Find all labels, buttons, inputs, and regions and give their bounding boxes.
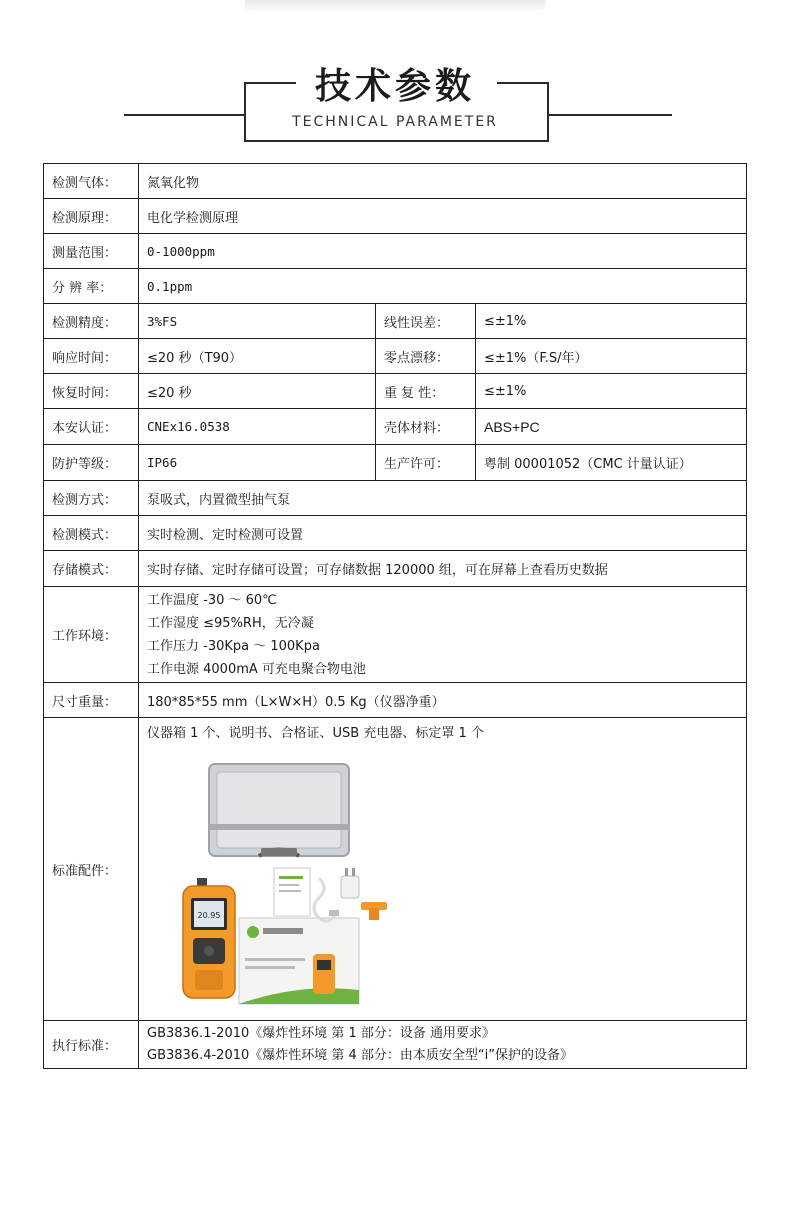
- env-line: 工作压力 -30Kpa ～ 100Kpa: [147, 638, 320, 654]
- env-line: 工作电源 4000mA 可充电聚合物电池: [147, 661, 366, 677]
- row-label: 响应时间：: [44, 339, 139, 374]
- table-row: [44, 718, 747, 1021]
- env-line: 工作湿度 ≤95%RH，无冷凝: [147, 615, 314, 631]
- row-value: [139, 587, 747, 683]
- table-row: [44, 1021, 747, 1069]
- row-label: 存储模式：: [44, 551, 139, 587]
- table-row: [44, 445, 747, 481]
- accessories-text: 仪器箱 1 个、说明书、合格证、USB 充电器、标定罩 1 个: [147, 726, 484, 741]
- row-label: 分 辨 率：: [44, 269, 139, 304]
- table-row: [44, 516, 747, 551]
- table-row: [44, 304, 747, 339]
- accessories-cell: [139, 718, 747, 1021]
- row-label: 检测方式：: [44, 481, 139, 516]
- charger-icon: [341, 868, 359, 898]
- table-row: [44, 339, 747, 374]
- table-row: [44, 269, 747, 304]
- row-label: 标准配件：: [44, 718, 139, 1021]
- row-value: 0.1ppm: [139, 269, 747, 304]
- row-value: 3%FS: [139, 304, 376, 339]
- row-value: 实时检测、定时检测可设置: [139, 516, 747, 551]
- table-row: [44, 587, 747, 683]
- row-value: CNEx16.0538: [139, 409, 376, 445]
- table-row: [44, 164, 747, 199]
- page-subtitle: TECHNICAL PARAMETER: [292, 114, 498, 130]
- row-label: 防护等级：: [44, 445, 139, 481]
- row-value: 氮氧化物: [139, 164, 747, 199]
- product-photo: [179, 758, 479, 1008]
- table-row: [44, 409, 747, 445]
- row-label: 测量范围：: [44, 234, 139, 269]
- row-label: 检测精度：: [44, 304, 139, 339]
- row-label-2: 线性误差：: [376, 304, 476, 339]
- row-label: 本安认证：: [44, 409, 139, 445]
- table-row: [44, 199, 747, 234]
- row-value-2: ABS+PC: [476, 409, 747, 445]
- row-label: 检测原理：: [44, 199, 139, 234]
- env-line: 工作温度 -30 ～ 60℃: [147, 592, 277, 608]
- table-row: [44, 374, 747, 409]
- row-label: 检测气体：: [44, 164, 139, 199]
- spec-table: [43, 163, 747, 1069]
- table-row: [44, 551, 747, 587]
- table-row: [44, 481, 747, 516]
- page-title: 技术参数: [314, 66, 475, 107]
- case-icon: [209, 764, 349, 856]
- row-label: 恢复时间：: [44, 374, 139, 409]
- row-value: 实时存储、定时存储可设置；可存储数据 120000 组，可在屏幕上查看历史数据: [139, 551, 747, 587]
- row-label-2: 壳体材料：: [376, 409, 476, 445]
- device-reading: 20.95: [197, 911, 221, 920]
- row-label: 检测模式：: [44, 516, 139, 551]
- top-shade: [245, 0, 545, 14]
- manual-icon: [239, 918, 359, 1004]
- row-label: 执行标准：: [44, 1021, 139, 1069]
- row-value: 泵吸式，内置微型抽气泵: [139, 481, 747, 516]
- row-value: 0-1000ppm: [139, 234, 747, 269]
- gas-detector-icon: [183, 878, 235, 998]
- calibration-cap-icon: [361, 902, 387, 920]
- row-label-2: 生产许可：: [376, 445, 476, 481]
- row-label-2: 重 复 性：: [376, 374, 476, 409]
- standard-line: GB3836.1-2010《爆炸性环境 第 1 部分：设备 通用要求》: [147, 1025, 496, 1041]
- standard-line: GB3836.4-2010《爆炸性环境 第 4 部分：由本质安全型“i”保护的设备》: [147, 1047, 574, 1063]
- row-label-2: 零点漂移：: [376, 339, 476, 374]
- row-label: 工作环境：: [44, 587, 139, 683]
- row-label: 尺寸重量：: [44, 683, 139, 718]
- row-value-2: ≤±1%（F.S/年）: [476, 339, 747, 374]
- row-value: 电化学检测原理: [139, 199, 747, 234]
- row-value: ≤20 秒: [139, 374, 376, 409]
- table-row: [44, 683, 747, 718]
- usb-cable-icon: [314, 878, 339, 921]
- row-value: [139, 1021, 747, 1069]
- row-value-2: ≤±1%: [476, 374, 747, 409]
- certificate-icon: [274, 868, 310, 916]
- table-row: [44, 234, 747, 269]
- row-value-2: ≤±1%: [476, 304, 747, 339]
- header: [0, 0, 790, 160]
- row-value: ≤20 秒（T90）: [139, 339, 376, 374]
- row-value: IP66: [139, 445, 376, 481]
- row-value: 180*85*55 mm（L×W×H）0.5 Kg（仪器净重）: [139, 683, 747, 718]
- row-value-2: 粤制 00001052（CMC 计量认证）: [476, 445, 747, 481]
